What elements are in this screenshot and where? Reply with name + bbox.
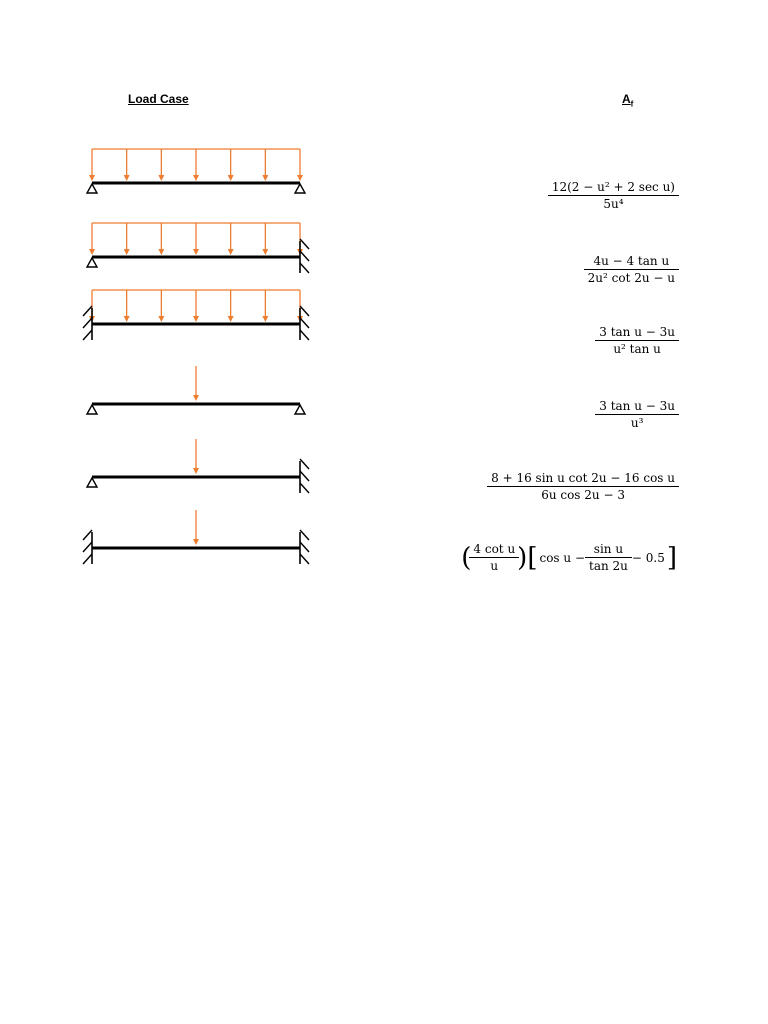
formula-4-numerator: 3 tan u − 3u [595,399,679,415]
case-2-right-fixed-support-hatch [300,239,309,249]
case-5-right-fixed-support-hatch [300,459,309,469]
case-3-right-fixed-support-hatch [300,318,309,328]
case-6-right-fixed-support-hatch [300,554,309,564]
case-4-right-pin-support [295,405,305,414]
case-6-right-fixed-support-hatch [300,542,309,552]
left-bracket: [ [527,542,538,573]
case-2-load-arrow-head [158,249,164,255]
case-3-right-fixed-support-hatch [300,306,309,316]
case-3-right-fixed-support-hatch [300,330,309,340]
case-6-right-fixed-support-hatch [300,530,309,540]
formula-5-numerator: 8 + 16 sin u cot 2u − 16 cos u [487,471,679,487]
formula-2-numerator: 4u − 4 tan u [584,254,679,270]
case-3-left-fixed-support-hatch [83,306,92,316]
case-1-load-arrow-head [228,175,234,181]
formula-6-b-denominator: tan 2u [589,559,628,573]
case-3-left-fixed-support-hatch [83,318,92,328]
case-1-load-arrow-head [193,175,199,181]
formula-case-2 [586,254,677,285]
case-2-load-arrow-head [262,249,268,255]
formula-2-denominator: 2u² cot 2u − u [587,271,675,285]
formula-6-b-numerator: sin u [585,542,632,558]
case-1-load-arrow-head [262,175,268,181]
formula-case-4 [597,399,677,430]
case-1-load-arrow-head [89,175,95,181]
case-3-load-arrow-head [228,316,234,322]
case-4-left-pin-support [87,405,97,414]
formula-3-numerator: 3 tan u − 3u [595,325,679,341]
case-6-point-load-arrow-head [193,539,199,545]
formula-case-6 [461,542,677,573]
case-1-load-arrow-head [297,175,303,181]
case-1-load-arrow-head [124,175,130,181]
case-1-left-pin-support [87,184,97,193]
case-5-point-load-arrow-head [193,468,199,474]
case-3-load-arrow-head [124,316,130,322]
case-2-right-fixed-support-hatch [300,263,309,273]
formula-6-b-prefix: cos u − [539,550,585,565]
formula-case-3 [597,325,677,356]
case-2-load-arrow-head [124,249,130,255]
case-3-load-arrow-head [262,316,268,322]
case-2-right-fixed-support-hatch [300,251,309,261]
case-5-right-fixed-support-hatch [300,483,309,493]
case-1-load-arrow-head [158,175,164,181]
formula-4-denominator: u³ [630,416,644,430]
case-2-load-arrow-head [193,249,199,255]
case-6-left-fixed-support-hatch [83,530,92,540]
case-6-left-fixed-support-hatch [83,542,92,552]
formula-1-numerator: 12(2 − u² + 2 sec u) [548,180,679,196]
case-3-left-fixed-support-hatch [83,330,92,340]
formula-6-a-numerator: 4 cot u [469,542,519,558]
formula-3-denominator: u² tan u [613,342,661,356]
formula-6-a-denominator: u [490,559,499,573]
case-3-load-arrow-head [193,316,199,322]
case-2-load-arrow-head [228,249,234,255]
formula-5-denominator: 6u cos 2u − 3 [541,488,625,502]
right-paren: ) [517,542,528,573]
left-paren: ( [461,542,472,573]
case-5-left-pin-support [87,478,97,487]
formula-case-5 [489,471,677,502]
formula-6-b-suffix: − 0.5 [631,550,665,565]
load-case-header: Load Case [128,92,189,106]
case-4-point-load-arrow-head [193,395,199,401]
formula-case-1 [550,180,677,211]
af-header-main: A [622,92,631,106]
af-header-subscript: f [630,99,634,109]
case-2-left-pin-support [87,258,97,267]
formula-1-denominator: 5u⁴ [603,197,624,211]
case-2-load-arrow-head [89,249,95,255]
case-6-left-fixed-support-hatch [83,554,92,564]
case-1-right-pin-support [295,184,305,193]
case-3-load-arrow-head [158,316,164,322]
case-5-right-fixed-support-hatch [300,471,309,481]
right-bracket: ] [666,542,677,573]
